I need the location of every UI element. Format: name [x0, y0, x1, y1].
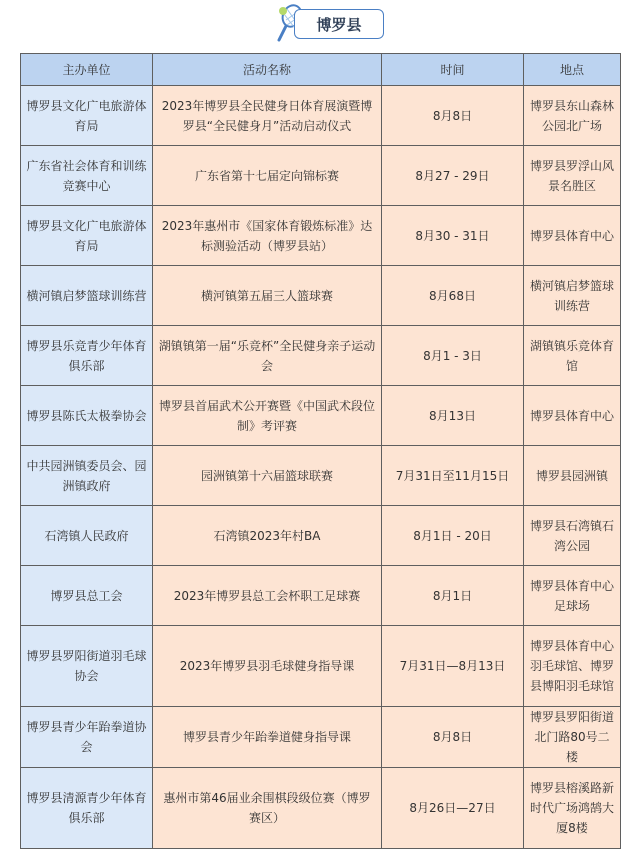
organizer-cell: 博罗县清源青少年体育俱乐部 — [21, 768, 153, 849]
organizer-cell: 石湾镇人民政府 — [21, 506, 153, 566]
location-cell: 博罗县罗浮山风景名胜区 — [524, 146, 621, 206]
time-cell: 8月1 - 3日 — [382, 326, 524, 386]
table-row — [21, 768, 621, 849]
organizer-cell: 横河镇启梦篮球训练营 — [21, 266, 153, 326]
time-cell: 8月27 - 29日 — [382, 146, 524, 206]
events-table — [20, 53, 621, 849]
location-cell: 博罗县体育中心 — [524, 386, 621, 446]
location-cell: 博罗县体育中心 — [524, 206, 621, 266]
table-row — [21, 86, 621, 146]
location-cell: 博罗县东山森林公园北广场 — [524, 86, 621, 146]
column-header-organizer: 主办单位 — [21, 54, 153, 86]
time-cell: 7月31日至11月15日 — [382, 446, 524, 506]
table-row — [21, 626, 621, 707]
location-cell: 横河镇启梦篮球训练营 — [524, 266, 621, 326]
column-header-activity: 活动名称 — [153, 54, 382, 86]
activity-cell: 博罗县青少年跆拳道健身指导课 — [153, 707, 382, 768]
activity-cell: 惠州市第46届业余围棋段级位赛（博罗赛区） — [153, 768, 382, 849]
location-cell: 博罗县体育中心足球场 — [524, 566, 621, 626]
location-cell: 博罗县榕溪路新时代广场鸿鹄大厦8楼 — [524, 768, 621, 849]
organizer-cell: 中共园洲镇委员会、园洲镇政府 — [21, 446, 153, 506]
organizer-cell: 博罗县文化广电旅游体育局 — [21, 86, 153, 146]
location-cell: 博罗县石湾镇石湾公园 — [524, 506, 621, 566]
activity-cell: 2023年博罗县全民健身日体育展演暨博罗县“全民健身月”活动启动仪式 — [153, 86, 382, 146]
time-cell: 8月1日 — [382, 566, 524, 626]
organizer-cell: 广东省社会体育和训练竞赛中心 — [21, 146, 153, 206]
column-header-location: 地点 — [524, 54, 621, 86]
title-badge — [274, 3, 388, 41]
activity-cell: 湖镇镇第一届“乐竞杯”全民健身亲子运动会 — [153, 326, 382, 386]
table-row — [21, 707, 621, 768]
location-cell: 博罗县园洲镇 — [524, 446, 621, 506]
time-cell: 8月8日 — [382, 86, 524, 146]
table-row — [21, 266, 621, 326]
time-cell: 8月68日 — [382, 266, 524, 326]
activity-cell: 2023年惠州市《国家体育锻炼标准》达标测验活动（博罗县站） — [153, 206, 382, 266]
activity-cell: 2023年博罗县总工会杯职工足球赛 — [153, 566, 382, 626]
table-row — [21, 386, 621, 446]
location-cell: 博罗县体育中心羽毛球馆、博罗县博阳羽毛球馆 — [524, 626, 621, 707]
time-cell: 8月1日 - 20日 — [382, 506, 524, 566]
activity-cell: 横河镇第五届三人篮球赛 — [153, 266, 382, 326]
table-row — [21, 326, 621, 386]
organizer-cell: 博罗县乐竞青少年体育俱乐部 — [21, 326, 153, 386]
organizer-cell: 博罗县陈氏太极拳协会 — [21, 386, 153, 446]
table-row — [21, 446, 621, 506]
activity-cell: 广东省第十七届定向锦标赛 — [153, 146, 382, 206]
activity-cell: 石湾镇2023年村BA — [153, 506, 382, 566]
location-cell: 湖镇镇乐竞体育馆 — [524, 326, 621, 386]
time-cell: 7月31日—8月13日 — [382, 626, 524, 707]
time-cell: 8月13日 — [382, 386, 524, 446]
organizer-cell: 博罗县罗阳街道羽毛球协会 — [21, 626, 153, 707]
location-cell: 博罗县罗阳街道北门路80号二楼 — [524, 707, 621, 768]
table-row — [21, 566, 621, 626]
time-cell: 8月8日 — [382, 707, 524, 768]
activity-cell: 园洲镇第十六届篮球联赛 — [153, 446, 382, 506]
table-row — [21, 146, 621, 206]
page-title: 博罗县 — [294, 9, 384, 39]
activity-cell: 2023年博罗县羽毛球健身指导课 — [153, 626, 382, 707]
table-row — [21, 206, 621, 266]
time-cell: 8月30 - 31日 — [382, 206, 524, 266]
organizer-cell: 博罗县文化广电旅游体育局 — [21, 206, 153, 266]
column-header-time: 时间 — [382, 54, 524, 86]
table-row — [21, 506, 621, 566]
organizer-cell: 博罗县总工会 — [21, 566, 153, 626]
organizer-cell: 博罗县青少年跆拳道协会 — [21, 707, 153, 768]
activity-cell: 博罗县首届武术公开赛暨《中国武术段位制》考评赛 — [153, 386, 382, 446]
table-header-row — [21, 54, 621, 86]
time-cell: 8月26日—27日 — [382, 768, 524, 849]
